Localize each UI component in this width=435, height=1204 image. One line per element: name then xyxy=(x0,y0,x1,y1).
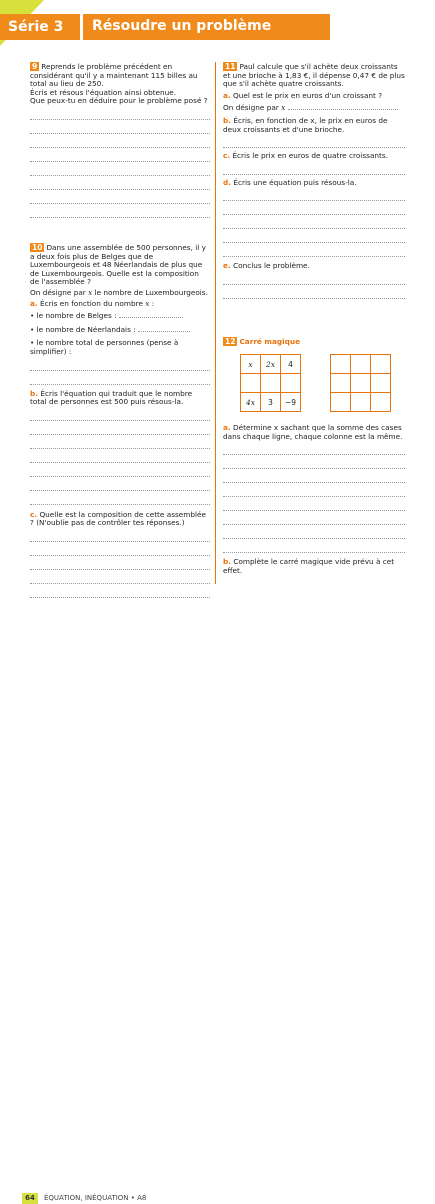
question-text: Écris, en fonction de x, le prix en euros de deux croissants et d'une brioche. xyxy=(223,115,388,134)
answer-lines[interactable] xyxy=(30,357,210,385)
magic-cell xyxy=(261,374,281,393)
exercise-title: Carré magique xyxy=(239,337,301,346)
answer-lines[interactable] xyxy=(223,441,405,553)
page-header xyxy=(0,0,435,48)
designe-text: On désigne par xyxy=(223,103,279,113)
question-label: a. xyxy=(223,423,231,432)
question-text: Écris le prix en euros de quatre croissants. xyxy=(232,151,389,161)
answer-lines[interactable] xyxy=(223,271,405,299)
designe-text: On désigne par xyxy=(30,287,86,297)
question-text: Détermine x sachant que la somme des cases dans chaque ligne, chaque colonne est la même. xyxy=(223,423,403,441)
question-text: Complète le carré magique vide prévu à cet effet. xyxy=(223,557,395,575)
column-divider xyxy=(215,62,216,584)
footer-text: ÉQUATION, INÉQUATION • A8 xyxy=(44,1194,147,1202)
page-number: 64 xyxy=(22,1193,38,1204)
question-text: Quelle est la composition de cette assemblée ? (N'oublie pas de contrôler tes réponses.) xyxy=(30,509,207,528)
page-title: Résoudre un problème xyxy=(92,18,272,34)
exercise-12-questions xyxy=(223,424,405,575)
magic-square-empty[interactable] xyxy=(330,354,391,412)
question-label: b. xyxy=(223,115,231,125)
designe-end: le nombre de Luxembourgeois. xyxy=(94,287,208,297)
answer-lines[interactable] xyxy=(223,187,405,257)
magic-cell: 3 xyxy=(261,393,281,412)
question-text: Écris en fonction du nombre xyxy=(40,298,143,308)
exercise-10 xyxy=(30,243,210,598)
question-label: a. xyxy=(30,298,38,308)
exercise-number: 9 xyxy=(32,62,38,71)
magic-square-filled xyxy=(240,354,301,412)
exercise-statement: Reprends le problème précédent en considérant qu'il y a maintenant 115 billes au total au lieu de 250. xyxy=(30,62,198,89)
bullet-neerlandais: • le nombre de Néerlandais : xyxy=(30,324,136,334)
exercise-9 xyxy=(30,62,210,218)
page-footer xyxy=(0,592,435,1202)
question-label: b. xyxy=(223,557,231,567)
variable: x xyxy=(88,287,93,297)
answer-lines[interactable] xyxy=(30,407,210,505)
magic-cell: x xyxy=(248,359,253,369)
question-label: e. xyxy=(223,261,231,271)
magic-cell: 4x xyxy=(245,397,255,407)
exercise-12 xyxy=(223,337,405,347)
question-label: c. xyxy=(30,509,38,519)
exercise-number: 11 xyxy=(225,62,236,71)
answer-lines[interactable] xyxy=(223,134,405,148)
answer-lines[interactable] xyxy=(223,161,405,175)
question-text: Écris une équation puis résous-la. xyxy=(233,177,357,187)
answer-blank[interactable] xyxy=(119,317,183,318)
answer-blank[interactable] xyxy=(288,109,398,110)
exercise-statement: Dans une assemblée de 500 personnes, il y a deux fois plus de Belges que de Luxembourgeois et 48 Néerlandais de plus que de Luxembourgeois. Quelle est la composition de l'assemblée ? xyxy=(30,243,206,287)
question-label: d. xyxy=(223,177,231,187)
question-end: : xyxy=(151,298,155,308)
exercise-instruction: Écris et résous l'équation ainsi obtenue. xyxy=(30,87,177,97)
serie-label: Série 3 xyxy=(8,19,64,35)
exercise-number: 10 xyxy=(32,243,43,252)
variable: x xyxy=(281,103,286,113)
magic-cell: 4 xyxy=(281,355,301,374)
question-text: Quel est le prix en euros d'un croissant ? xyxy=(233,90,383,100)
exercise-question: Que peux-tu en déduire pour le problème posé ? xyxy=(30,96,208,106)
variable: x xyxy=(145,298,150,308)
answer-lines[interactable] xyxy=(30,528,210,598)
question-label: a. xyxy=(223,90,231,100)
magic-cell: −9 xyxy=(281,393,301,412)
magic-cell: 2x xyxy=(265,359,275,369)
question-text: Écris l'équation qui traduit que le nombre total de personnes est 500 puis résous-la. xyxy=(30,388,193,407)
bullet-belges: • le nombre de Belges : xyxy=(30,311,117,321)
question-text: Conclus le problème. xyxy=(233,261,310,271)
exercise-11 xyxy=(223,62,405,299)
question-label: b. xyxy=(30,388,38,398)
exercise-number: 12 xyxy=(225,337,236,346)
answer-blank[interactable] xyxy=(138,331,190,332)
answer-lines[interactable] xyxy=(30,106,210,218)
magic-cell xyxy=(241,374,261,393)
bullet-total: • le nombre total de personnes (pense à simplifier) : xyxy=(30,338,179,356)
header-separator xyxy=(80,14,83,40)
magic-cell xyxy=(281,374,301,393)
exercise-statement: Paul calcule que s'il achète deux croissants et une brioche à 1,83 €, il dépense 0,47 € de plus que s'il achète quatre croissants. xyxy=(223,62,405,89)
question-label: c. xyxy=(223,151,231,161)
